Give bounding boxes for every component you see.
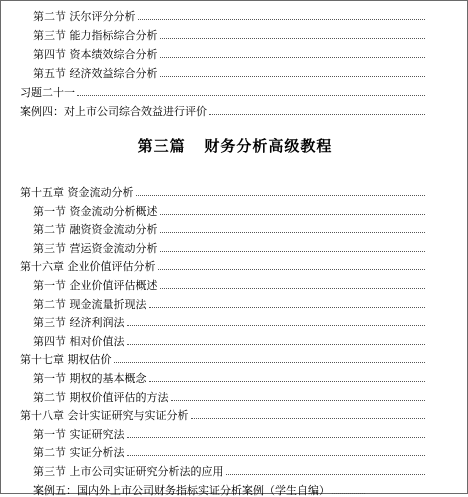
- toc-entry: [33, 330, 425, 348]
- toc-entry-label: 第一节 企业价值评估概述: [33, 279, 158, 292]
- toc-entry-label: 第四节 资本绩效综合分析: [33, 48, 158, 61]
- toc-dot-leader: [160, 231, 426, 233]
- toc-entry: [20, 255, 425, 273]
- toc-dot-leader: [171, 399, 426, 401]
- toc-dot-leader: [114, 361, 426, 363]
- toc-entry: [33, 423, 425, 441]
- toc-dot-leader: [226, 473, 426, 475]
- toc-entry-label: 第十七章 期权估价: [20, 353, 112, 367]
- toc-entry: [33, 386, 425, 404]
- part-title-text: 第三篇 财务分析高级教程: [137, 137, 333, 155]
- toc-entry: [33, 62, 425, 80]
- toc-entry: [33, 5, 425, 23]
- toc-dot-leader: [149, 306, 426, 308]
- toc-dot-leader: [77, 94, 425, 96]
- toc-entry-label: 第十五章 资金流动分析: [20, 186, 134, 199]
- toc-dot-leader: [191, 417, 426, 419]
- toc-entry: [33, 311, 425, 329]
- toc-dot-leader: [127, 324, 426, 326]
- toc-dot-leader: [127, 436, 426, 438]
- toc-entry: [33, 200, 425, 218]
- toc-entry-label: 第一节 资金流动分析概述: [33, 204, 158, 218]
- toc-dot-leader: [160, 75, 426, 77]
- toc-entry-label: 习题二十一: [20, 86, 75, 99]
- toc-dot-leader: [209, 113, 425, 115]
- toc-entry-label: 第二节 现金流量折现法: [33, 297, 147, 311]
- toc-entry-label: 第五节 经济效益综合分析: [33, 67, 158, 80]
- toc-entry-label: 第二节 融资资金流动分析: [33, 223, 158, 237]
- toc-dot-leader: [160, 287, 426, 289]
- toc-dot-leader: [160, 213, 426, 215]
- toc-dot-leader: [158, 268, 426, 270]
- toc-entry: [20, 100, 425, 118]
- toc-entry-label: 第三节 经济利润法: [33, 316, 125, 330]
- toc-entry-label: 第十八章 会计实证研究与实证分析: [20, 409, 189, 423]
- toc-entry-label: 第二节 沃尔评分分析: [33, 10, 136, 23]
- toc-dot-leader: [127, 343, 426, 345]
- toc-entry: [33, 441, 425, 459]
- part-title: [1, 135, 468, 156]
- toc-entry: [33, 24, 425, 42]
- toc-entry-label: 第三节 上市公司实证研究分析法的应用: [33, 465, 224, 478]
- toc-dot-leader: [149, 380, 426, 382]
- toc-entry-label: 第三节 营运资金流动分析: [33, 241, 158, 255]
- toc-entry-label: 案例四：对上市公司综合效益进行评价: [20, 105, 207, 118]
- toc-entry: [20, 404, 425, 422]
- toc-dot-leader: [160, 37, 426, 39]
- toc-entry-label: 第一节 期权的基本概念: [33, 372, 147, 385]
- toc-entry: [33, 367, 425, 385]
- toc-dot-leader: [160, 250, 426, 252]
- toc-dot-leader: [136, 194, 426, 196]
- toc-dot-leader: [332, 492, 365, 494]
- toc-dot-leader: [127, 454, 426, 456]
- toc-entry-label: 第二节 期权价值评估的方法: [33, 390, 169, 404]
- toc-entry-label: 第一节 实证研究法: [33, 427, 125, 441]
- toc-entry: [20, 81, 425, 99]
- toc-entry: [33, 274, 425, 292]
- toc-entry: [33, 293, 425, 311]
- toc-entry-label: 第三节 能力指标综合分析: [33, 29, 158, 42]
- toc-entry: [33, 237, 425, 255]
- toc-entry: [33, 43, 425, 61]
- toc-entry-label: 第十六章 企业价值评估分析: [20, 260, 156, 274]
- toc-entry: [20, 181, 425, 199]
- toc-entry: [33, 218, 425, 236]
- toc-entry-label: 第二节 实证分析法: [33, 446, 125, 460]
- toc-dot-leader: [160, 56, 426, 58]
- toc-entry: [33, 460, 425, 478]
- toc-entry: [20, 348, 425, 366]
- toc-entry-label: 第四节 相对价值法: [33, 334, 125, 348]
- toc-dot-leader: [138, 18, 426, 20]
- toc-entry-label: 案例五：国内外上市公司财务指标实证分析案例（学生自编）: [33, 483, 330, 497]
